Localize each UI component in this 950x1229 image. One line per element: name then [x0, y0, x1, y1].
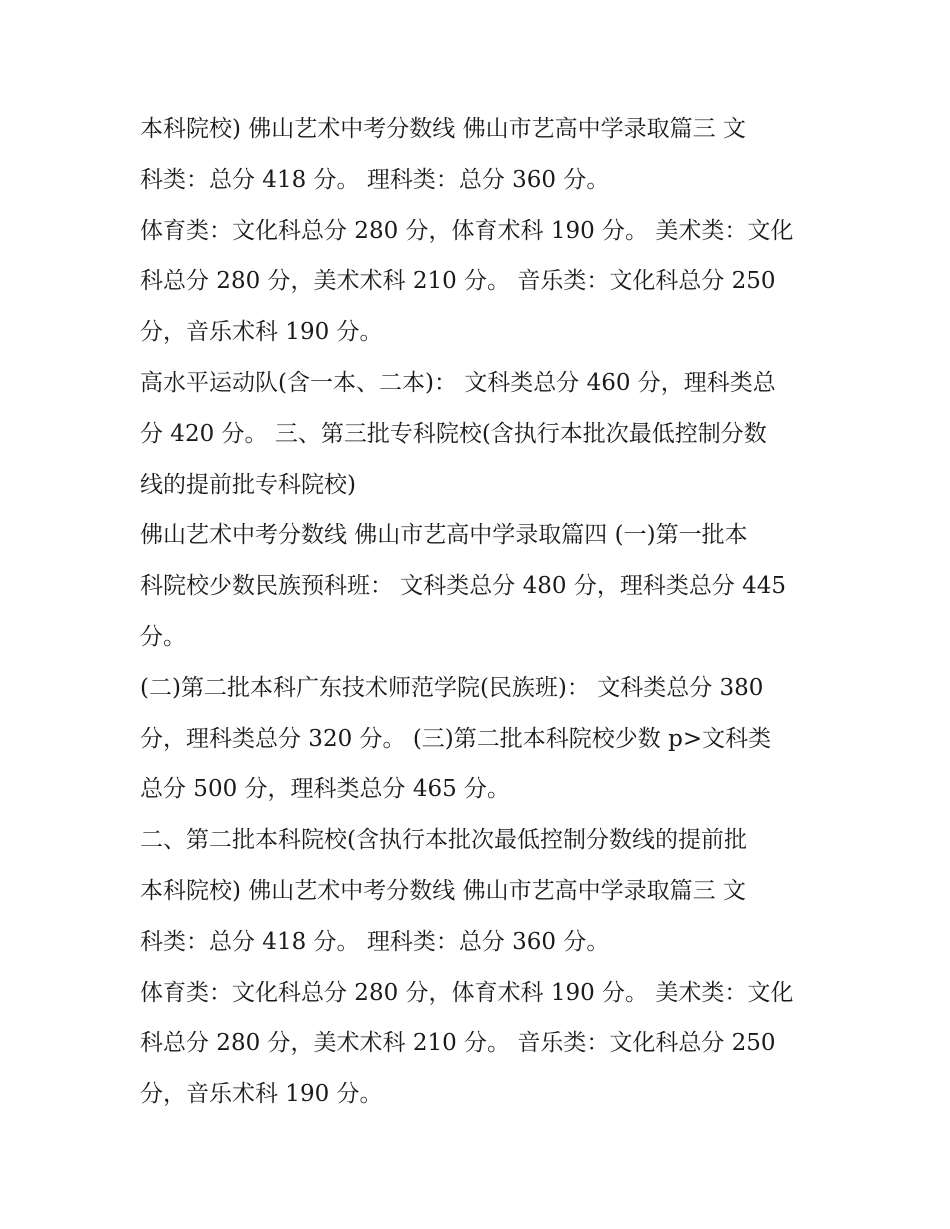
text-line: 本科院校) 佛山艺术中考分数线 佛山市艺高中学录取篇三 文 [140, 877, 746, 904]
text-line: 线的提前批专科院校) [140, 471, 356, 498]
text-line: 总分 500 分，理科类总分 465 分。 [140, 776, 511, 803]
text-line: 本科院校) 佛山艺术中考分数线 佛山市艺高中学录取篇三 文 [140, 116, 746, 142]
text-line: 体育类：文化科总分 280 分，体育术科 190 分。 美术类：文化 [140, 217, 794, 244]
text-line: 科总分 280 分，美术术科 210 分。 音乐类：文化科总分 250 [140, 1030, 776, 1057]
text-line: 分，音乐术科 190 分。 [140, 319, 383, 346]
text-line: 科总分 280 分，美术术科 210 分。 音乐类：文化科总分 250 [140, 268, 776, 295]
text-line: (二)第二批本科广东技术师范学院(民族班)： 文科类总分 380 [140, 674, 764, 701]
text-line: 科院校少数民族预科班： 文科类总分 480 分，理科类总分 445 [140, 573, 787, 600]
text-line: 分，理科类总分 320 分。 (三)第二批本科院校少数 p>文科类 [140, 725, 772, 752]
text-line: 科类：总分 418 分。 理科类：总分 360 分。 [140, 928, 610, 955]
text-line: 分 420 分。 三、第三批专科院校(含执行本批次最低控制分数 [140, 420, 767, 447]
text-line: 二、第二批本科院校(含执行本批次最低控制分数线的提前批 [140, 827, 747, 854]
text-line: 分，音乐术科 190 分。 [140, 1081, 383, 1108]
text-line: 分。 [140, 623, 186, 650]
text-line: 科类：总分 418 分。 理科类：总分 360 分。 [140, 166, 610, 193]
text-line: 高水平运动队(含一本、二本)： 文科类总分 460 分，理科类总 [140, 369, 776, 396]
text-line: 佛山艺术中考分数线 佛山市艺高中学录取篇四 (一)第一批本 [140, 522, 748, 549]
document-body [140, 104, 820, 1120]
text-line: 体育类：文化科总分 280 分，体育术科 190 分。 美术类：文化 [140, 979, 794, 1006]
